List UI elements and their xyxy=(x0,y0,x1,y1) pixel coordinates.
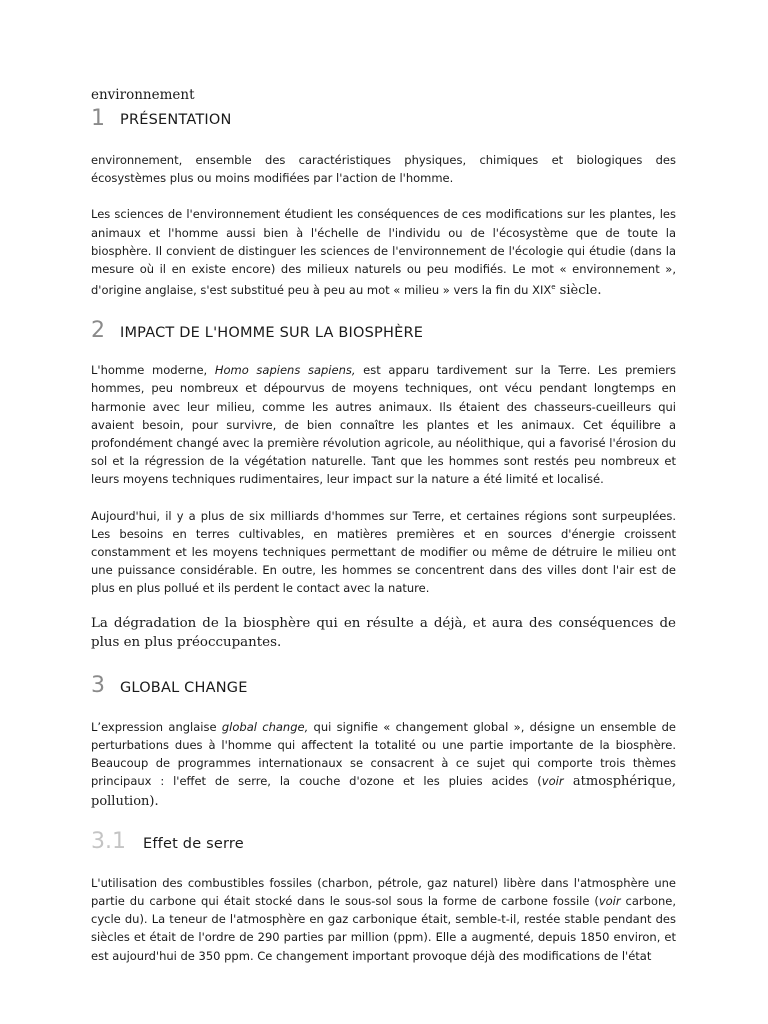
section-number: 3 xyxy=(91,672,105,698)
section-number: 1 xyxy=(91,106,105,131)
paragraph: L'utilisation des combustibles fossiles (charbon, pétrole, gaz naturel) libère dans l'atmosphère une partie du carbone qui était stocké dans le sous-sol sous la forme de carbone fossile (voir carbone, cycle du). La teneur de l'atmosphère en gaz carbonique était, semble-t-il, restée stable pendant des siècles et était de l'ordre de 290 parties par million (ppm). Elle a augmenté, depuis 1850 environ, et est aujourd'hui de 350 ppm. Ce changement important provoque déjà des modifications de l'état xyxy=(91,875,677,963)
section-heading-3-1 xyxy=(91,829,676,854)
document-title: environnement xyxy=(91,87,195,103)
section-title: IMPACT DE L'HOMME SUR LA BIOSPHÈRE xyxy=(120,325,424,342)
section-heading-3 xyxy=(91,673,676,698)
paragraph: Les sciences de l'environnement étudient les conséquences de ces modifications sur les plantes, les animaux et l'homme aussi bien à l'échelle de l'individu ou de l'écosystème que de toute la biosphère. Il convient de distinguer les sciences de l'environnement de l'écologie qui étudie (dans la mesure où il en existe encore) des milieux naturels ou peu modifiés. Le mot « environnement », d'origine anglaise, s'est substitué peu à peu au mot « milieu » vers la fin du XIXe siècle. xyxy=(91,207,676,299)
section-title: GLOBAL CHANGE xyxy=(120,679,248,696)
paragraph: La dégradation de la biosphère qui en résulte a déjà, et aura des conséquences de plus en plus préoccupantes. xyxy=(91,615,676,651)
section-number: 2 xyxy=(91,318,105,344)
section-title: Effet de serre xyxy=(143,835,244,852)
section-heading-1 xyxy=(91,106,676,131)
section-title: PRÉSENTATION xyxy=(120,112,232,128)
section-number: 3.1 xyxy=(91,828,126,854)
paragraph: L’expression anglaise global change, qui signifie « changement global », désigne un ensemble de perturbations dues à l'homme qui affectent la totalité ou une partie importante de la biosphère. Beaucoup de programmes internationaux se consacrent à ce sujet qui comporte trois thèmes principaux : l'effet de serre, la couche d'ozone et les pluies acides (voir atmosphérique, pollution). xyxy=(91,719,676,809)
paragraph: L'homme moderne, Homo sapiens sapiens, est apparu tardivement sur la Terre. Les premiers hommes, peu nombreux et dépourvus de moyens techniques, ont vécu pendant longtemps en harmonie avec leur milieu, comme les autres animaux. Ils étaient des chasseurs-cueilleurs qui avaient besoin, pour survivre, de bien connaître les plantes et les animaux. Cet équilibre a profondément changé avec la première révolution agricole, au néolithique, qui a favorisé l'érosion du sol et la régression de la végétation naturelle. Tant que les hommes sont restés peu nombreux et leurs moyens techniques rudimentaires, leur impact sur la nature a été limité et localisé. xyxy=(91,363,676,487)
section-heading-2 xyxy=(91,318,676,343)
paragraph: Aujourd'hui, il y a plus de six milliards d'hommes sur Terre, et certaines régions sont surpeuplées. Les besoins en terres cultivables, en matières premières et en sources d'énergie croissent constamment et les moyens techniques permettant de modifier ou même de détruire le milieu ont une puissance considérable. En outre, les hommes se concentrent dans des villes dont l'air est de plus en plus pollué et ils perdent le contact avec la nature. xyxy=(91,508,676,596)
paragraph: environnement, ensemble des caractéristiques physiques, chimiques et biologiques des écosystèmes plus ou moins modifiées par l'action de l'homme. xyxy=(91,153,676,186)
